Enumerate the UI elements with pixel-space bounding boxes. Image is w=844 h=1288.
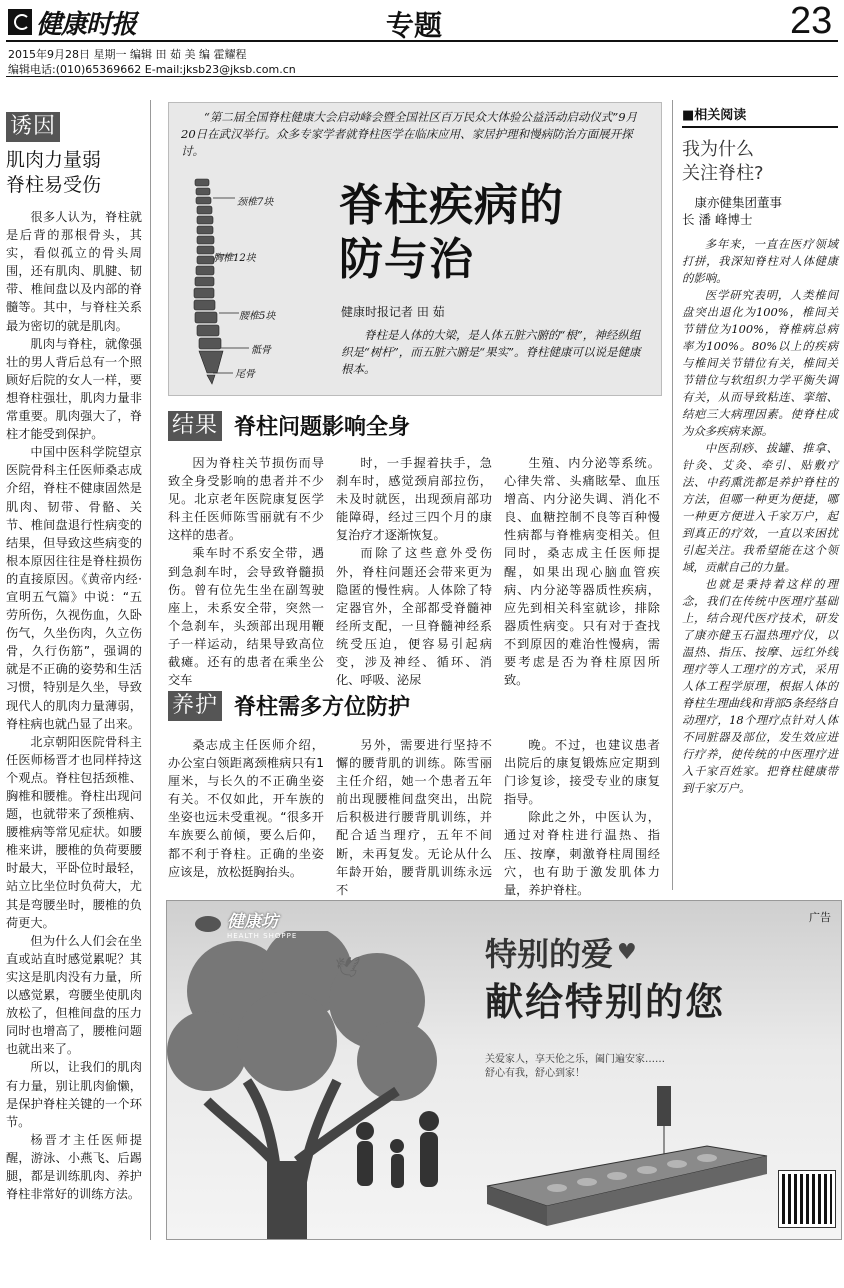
spine-label: 尾骨 [235,369,255,380]
paragraph: 另外，需要进行坚持不懈的腰背肌的训练。陈雪丽主任介绍，她一个患者五年前出现腰椎间盘突出，出院后积极进行腰背肌训练，并配合适当理疗，五年不间断，未再复发。无论从什么年龄开始，腰背肌训练永远不 [336,738,492,897]
ad-headline-1-text: 特别的爱 [485,935,614,973]
byline: 健康时报记者 田 茹 [341,305,445,319]
section-title: 专题 [386,9,443,42]
related-body [682,236,838,797]
paragraph: 北京朝阳医院骨科主任医师杨晋才也同样持这个观点。脊柱包括颈椎、胸椎和腰椎。脊柱出现问题，也就带来了颈椎病、腰椎病等常见症状。如腰椎来讲，腰椎的负荷要腰时最大，平卧位时最轻，站立比坐位时负荷大，尤其是弯腰坐时，腰椎的负荷更大。 [6,734,142,930]
spine-label: 颈椎7块 [237,197,274,208]
masthead [0,0,844,76]
left-body [6,208,142,1203]
paragraph: 医学研究表明，人类椎间盘突出退化为100%，椎间关节错位为100%，脊椎病总病率为100%。80%以上的疾病与椎间关节错位有关，椎间关节错位与软组织力学平衡失调有关，从而导致粘连、挛缩、结疤三大病理因素。使脊柱成为众多疾病来源。 [682,288,838,438]
ad-headline-2: 献给特别的您 [485,979,726,1024]
paragraph: 桑志成主任医师介绍，办公室白领距离颈椎病只有1厘米，与长久的不正确坐姿有关。不仅如此，开车族的坐姿也远未受重视。“很多开车族要么前倾，要么后仰，都不利于脊柱。正确的坐姿应该是，放松挺胸抬头。 [168,738,324,879]
heart-icon: ♥ [617,939,637,965]
qr-code[interactable] [779,1171,835,1227]
result-section-title: 脊柱问题影响全身 [234,415,411,440]
product-image [477,1076,777,1236]
left-column [6,112,142,1203]
section-tag-care: 养护 [168,691,222,721]
related-author-line: 长 潘 峰博士 [682,212,753,227]
section-tag-cause: 诱因 [6,112,60,142]
feature-box [168,102,662,396]
paragraph: 因为脊柱关节损伤而导致全身受影响的患者并不少见。北京老年医院康复医学科主任医师陈雪丽就有不少这样的患者。 [168,456,324,543]
result-section-header [168,410,410,441]
left-headline [6,148,142,198]
contact-line: 编辑电话:(010)65369662 E-mail:jksb23@jksb.com.cn [8,63,296,76]
related-title-line: 关注脊柱? [682,163,764,184]
related-header: ■相关阅读 [682,104,838,128]
feature-title [339,179,564,287]
feature-title-line: 防与治 [339,234,474,285]
related-author-line: 康亦健集团董事 [694,195,783,210]
feature-lede: 脊柱是人体的大梁，是人体五脏六腑的“根”，神经纵组织是“树杆”，而五脏六腑是“果实”。脊柱健康可以说是健康根本。 [341,328,641,376]
paragraph: 也就是秉持着这样的理念，我们在传统中医理疗基础上，结合现代医疗技术，研发了康亦健玉石温热理疗仪，以温热、指压、按摩、远红外线理疗等人工理疗的方式，采用人体工程学原理，根据人体的脊柱生理曲线和背部5条经络自动理疗，18个理疗点针对人体不同脏器及部位，发生效应进行疗养，使传统的中医理疗进入千家百姓家。把脊柱健康带到千家万户。 [682,577,838,795]
date-line: 2015年9月28日 星期一 编辑 田 茹 美 编 霍耀程 [8,48,247,61]
bird-icon: 🕊 [335,955,361,979]
page-number: 23 [790,0,833,42]
care-column [168,736,324,881]
left-headline-line: 脊柱易受伤 [6,174,102,196]
brand-name-en: HEALTH SHOPPE [227,932,298,940]
feature-intro: “第二届全国脊柱健康大会启动峰会暨全国社区百万民众大体验公益活动启动仪式”9月20日在武汉举行。众多专家学者就脊柱医学在临床应用、家居护理和慢病防治方面展开探讨。 [181,110,638,158]
section-tag-result: 结果 [168,411,222,441]
paragraph: 时，一手握着扶手，急刹车时，感觉颈肩部拉伤，未及时就医，出现颈肩部功能障碍，经过三四个月的康复治疗才逐渐恢复。 [336,456,492,543]
paragraph: 晚。不过，也建议患者出院后的康复锻炼应定期到门诊复诊，接受专业的康复指导。 [504,738,660,807]
left-headline-line: 肌肉力量弱 [6,149,102,171]
related-reading [682,104,838,797]
care-section-title: 脊柱需多方位防护 [234,695,411,720]
logo-text: 健康时报 [36,9,137,40]
brand-name: 健康坊 [227,912,278,932]
paragraph: 生殖、内分泌等系统。心律失常、头痛眩晕、血压增高、内分泌失调、消化不良、血糖控制不良等百种慢性病都与脊椎病变相关。但同时，桑志成主任医师提醒，如果出现心脑血管疾病、内分泌等器质性疾病，应先到相关科室就诊，排除器质性病变。只有对于查找不到原因的难治性慢病，需要考虑是否为脊柱原因所致。 [504,456,660,688]
care-column [504,736,660,899]
paragraph: 肌肉与脊柱，就像强壮的男人背后总有一个照顾好后院的女人一样，要想脊柱强壮，肌肉力量非常重要。肌肉强大了，脊柱才能受到保护。 [6,336,142,442]
paragraph: 杨晋才主任医师提醒，游泳、小燕飞、后踢腿，都是训练肌肉、养护脊柱非常好的训练方法。 [6,1132,142,1202]
related-title-line: 我为什么 [682,139,754,160]
feature-title-line: 脊柱疾病的 [339,180,564,231]
advertisement [166,900,842,1240]
paragraph: 乘车时不系安全带，遇到急刹车时，会导致脊髓损伤。曾有位先生坐在副驾驶座上，未系安全带，突然一个急刹车，头颈部出现用鞭子一样运动，结果导致高位截瘫。还有的患者在乘坐公交车 [168,546,324,688]
related-title [682,138,838,186]
result-column [504,454,660,689]
related-author [682,194,838,228]
result-column [168,454,324,689]
spine-label: 腰椎5块 [239,311,276,322]
spine-label: 胸椎12块 [213,253,256,264]
spine-label: 骶骨 [251,345,271,356]
paragraph: 而除了这些意外受伤外，脊柱问题还会带来更为隐匿的慢性病。人体除了特定器官外，全部都受脊髓神经所支配，一旦脊髓神经系统受压迫，便容易引起病变，涉及神经、循环、消化、呼吸、泌尿 [336,546,492,688]
ad-brand [195,907,297,940]
ad-headline-1 [485,929,637,975]
result-column [336,454,492,689]
paragraph: 除此之外，中医认为，通过对脊柱进行温热、指压、按摩，刺激脊柱周围经穴，也有助于激发肌体力量，养护脊柱。 [504,810,660,897]
newspaper-logo [8,6,136,38]
paragraph: 很多人认为，脊柱就是后背的那根骨头，其实，看似孤立的骨头周围，还有肌肉、肌腱、韧带、椎间盘以及内部的脊髓等。其中，与脊柱关系最为密切的就是肌肉。 [6,210,142,333]
paragraph: 但为什么人们会在坐直或站直时感觉累呢？其实这是肌肉没有力量，所以感觉累，弯腰坐使肌肉放松了，但椎间盘的压力同时也增高了，腰椎问题也就出来了。 [6,933,142,1057]
care-section-header [168,690,410,721]
paragraph: 中国中医科学院望京医院骨科主任医师桑志成介绍，脊柱不健康固然是肌肉、韧带、骨骼、关节、椎间盘退行性病变的结果，但导致这些病变的根本原因往往是脊柱损伤的直接原因。《黄帝内经·宣明五气篇》中说：“五劳所伤，久视伤血，久卧伤气，久坐伤肉，久立伤骨，久行伤筋”，强调的就是不正确的姿势和生活习惯，特别是久坐，导致现代人的肌肉力量薄弱，脊柱病也就凸显了出来。 [6,445,142,731]
logo-emblem-icon [8,9,32,35]
paragraph: 多年来，一直在医疗领域打拼，我深知脊柱对人体健康的影响。 [682,237,838,285]
brand-badge-icon [195,916,221,932]
tree-illustration [167,931,487,1239]
care-column [336,736,492,899]
ad-label: 广告 [809,911,831,924]
ad-body: 关爱家人，享天伦之乐，阖门遍安家…… 舒心有我，舒心到家！ [485,1054,665,1079]
paragraph: 所以，让我们的肌肉有力量，别让肌肉偷懒，是保护脊柱关键的一个环节。 [6,1060,142,1129]
paragraph: 中医刮痧、拔罐、推拿、针灸、艾灸、牵引、贴敷疗法、中药熏洗都是养护脊柱的方法，但哪一种更为便捷，哪一种更方便进入千家万户，起到真正的疗效，一直以来困扰引起关注。我希望能在这个领域，贡献自己的力量。 [682,441,838,574]
